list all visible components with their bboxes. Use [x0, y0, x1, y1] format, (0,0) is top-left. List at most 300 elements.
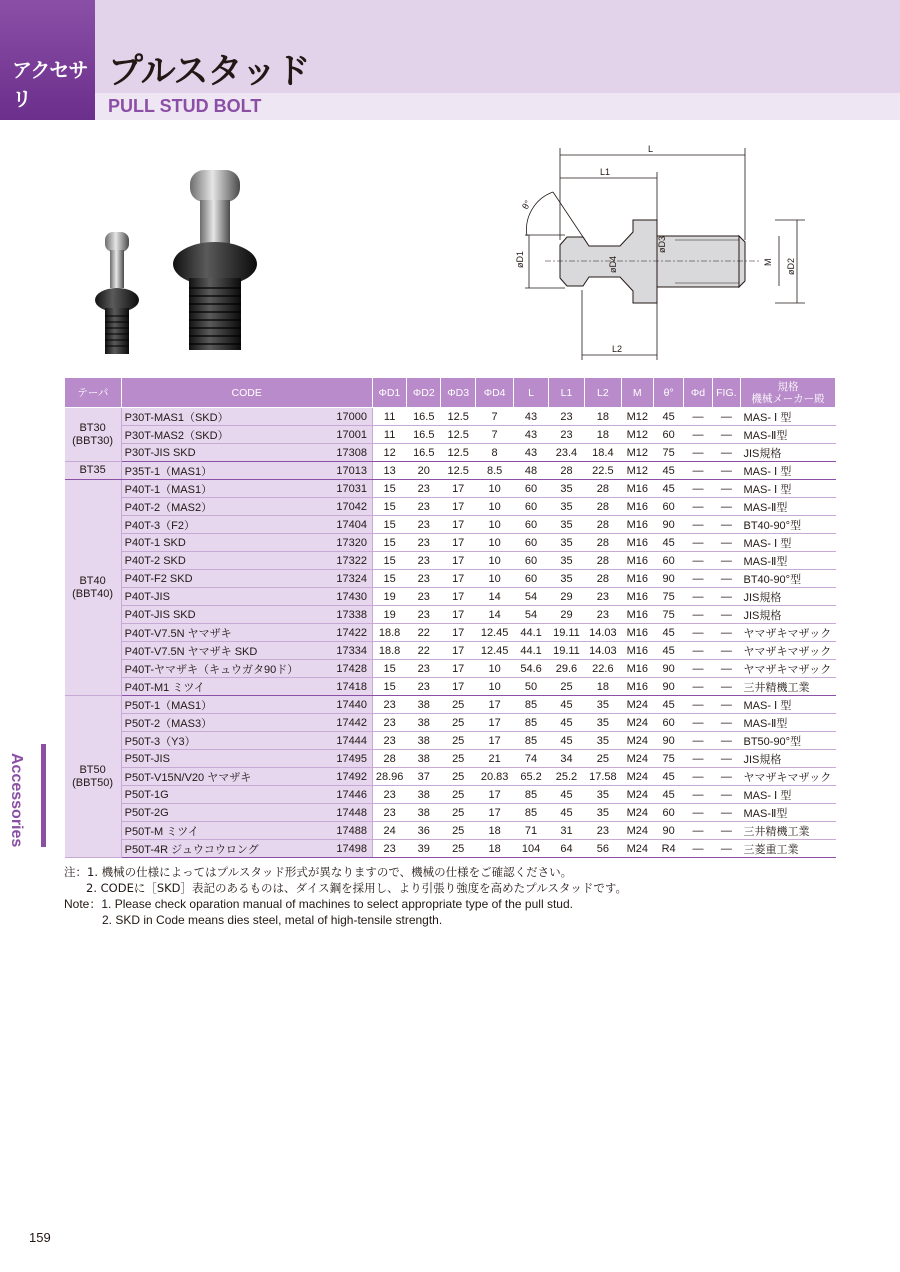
spec-cell: MAS- Ⅰ 型	[740, 786, 835, 804]
spec-cell: 23	[372, 732, 406, 750]
spec-cell: 25	[441, 840, 475, 858]
code-cell: 17324	[332, 570, 372, 588]
spec-cell: M16	[621, 642, 653, 660]
spec-cell: 15	[372, 516, 406, 534]
spec-cell: 60	[653, 426, 683, 444]
table-row	[65, 696, 836, 714]
spec-cell: —	[712, 534, 740, 552]
code-cell: 17322	[332, 552, 372, 570]
spec-cell: 18.8	[372, 642, 406, 660]
spec-cell: 74	[514, 750, 548, 768]
spec-cell: 35	[585, 696, 621, 714]
spec-cell: 25	[441, 822, 475, 840]
side-section-label: Accessories	[8, 753, 25, 848]
spec-cell: JIS規格	[740, 444, 835, 462]
product-name-cell: P50T-2G	[121, 804, 332, 822]
spec-cell: 19	[372, 588, 406, 606]
product-name-cell: P40T-JIS SKD	[121, 606, 332, 624]
dim-L1-label: L1	[600, 167, 611, 177]
spec-cell: 20	[407, 462, 441, 480]
spec-cell: 60	[653, 552, 683, 570]
spec-cell: M24	[621, 768, 653, 786]
spec-cell: 28	[585, 480, 621, 498]
spec-cell: 75	[653, 588, 683, 606]
code-cell: 17000	[332, 408, 372, 426]
code-cell: 17430	[332, 588, 372, 606]
spec-cell: 85	[514, 696, 548, 714]
spec-cell: —	[712, 714, 740, 732]
spec-cell: —	[712, 786, 740, 804]
code-cell: 17338	[332, 606, 372, 624]
table-row	[65, 552, 836, 570]
spec-cell: M16	[621, 516, 653, 534]
spec-cell: 60	[514, 570, 548, 588]
spec-cell: 7	[475, 426, 513, 444]
spec-cell: —	[712, 624, 740, 642]
spec-cell: 36	[407, 822, 441, 840]
spec-cell: BT50-90°型	[740, 732, 835, 750]
spec-cell: —	[712, 606, 740, 624]
spec-cell: 45	[548, 696, 584, 714]
spec-cell: 45	[653, 624, 683, 642]
spec-cell: 15	[372, 570, 406, 588]
spec-cell: 13	[372, 462, 406, 480]
spec-cell: 25	[548, 678, 584, 696]
spec-cell: —	[712, 552, 740, 570]
product-name-cell: P50T-1G	[121, 786, 332, 804]
spec-cell: 15	[372, 480, 406, 498]
spec-cell: 19.11	[548, 624, 584, 642]
code-cell: 17492	[332, 768, 372, 786]
dim-M-label: M	[763, 258, 773, 266]
spec-cell: 31	[548, 822, 584, 840]
note-en-2: 2. SKD in Code means dies steel, metal of high-tensile strength.	[102, 913, 443, 927]
spec-cell: BT40-90°型	[740, 516, 835, 534]
spec-cell: M24	[621, 696, 653, 714]
spec-cell: 28	[372, 750, 406, 768]
header-cell: L2	[585, 378, 621, 408]
spec-cell: 17	[475, 804, 513, 822]
dim-D2-label: øD2	[786, 257, 796, 275]
spec-cell: M16	[621, 660, 653, 678]
product-name-cell: P40T-1 SKD	[121, 534, 332, 552]
spec-cell: —	[712, 462, 740, 480]
spec-cell: 60	[514, 498, 548, 516]
spec-cell: M24	[621, 822, 653, 840]
spec-cell: —	[684, 408, 712, 426]
taper-cell: BT40 (BBT40)	[65, 480, 122, 696]
product-name-cell: P40T-1（MAS1）	[121, 480, 332, 498]
spec-cell: —	[684, 570, 712, 588]
dim-D4-label: øD4	[608, 255, 618, 273]
spec-cell: 85	[514, 732, 548, 750]
header-cell: M	[621, 378, 653, 408]
spec-cell: —	[712, 516, 740, 534]
spec-cell: —	[712, 804, 740, 822]
table-row	[65, 462, 836, 480]
side-accent-bar	[41, 744, 46, 847]
code-cell: 17308	[332, 444, 372, 462]
spec-cell: 23	[585, 588, 621, 606]
spec-cell: 17	[475, 786, 513, 804]
spec-cell: 三井精機工業	[740, 822, 835, 840]
spec-cell: —	[684, 750, 712, 768]
spec-cell: M16	[621, 678, 653, 696]
spec-cell: 18.8	[372, 624, 406, 642]
code-cell: 17495	[332, 750, 372, 768]
spec-cell: 29.6	[548, 660, 584, 678]
spec-cell: 75	[653, 444, 683, 462]
table-row	[65, 588, 836, 606]
spec-cell: 71	[514, 822, 548, 840]
spec-cell: —	[712, 444, 740, 462]
spec-cell: 18.4	[585, 444, 621, 462]
spec-cell: MAS- Ⅰ 型	[740, 408, 835, 426]
spec-cell: 23	[407, 588, 441, 606]
code-cell: 17320	[332, 534, 372, 552]
spec-cell: 17	[441, 516, 475, 534]
spec-cell: 14	[475, 588, 513, 606]
page-subtitle: PULL STUD BOLT	[108, 96, 262, 116]
spec-cell: 45	[653, 534, 683, 552]
spec-cell: 10	[475, 516, 513, 534]
spec-cell: —	[712, 732, 740, 750]
spec-cell: 37	[407, 768, 441, 786]
spec-cell: M24	[621, 786, 653, 804]
spec-cell: —	[684, 804, 712, 822]
spec-cell: 23.4	[548, 444, 584, 462]
spec-cell: M24	[621, 840, 653, 858]
dim-theta-label: θ°	[520, 198, 534, 211]
spec-cell: 28	[585, 534, 621, 552]
spec-cell: 54	[514, 606, 548, 624]
product-name-cell: P40T-M1 ミツイ	[121, 678, 332, 696]
spec-cell: 35	[585, 732, 621, 750]
spec-cell: 25	[441, 786, 475, 804]
table-row	[65, 714, 836, 732]
spec-cell: 38	[407, 750, 441, 768]
spec-cell: 15	[372, 534, 406, 552]
product-name-cell: P50T-M ミツイ	[121, 822, 332, 840]
spec-cell: —	[712, 822, 740, 840]
spec-cell: 10	[475, 678, 513, 696]
dim-D3-label: øD3	[657, 235, 667, 253]
spec-cell: 28	[585, 498, 621, 516]
spec-cell: 23	[585, 822, 621, 840]
spec-cell: —	[712, 408, 740, 426]
spec-cell: 25	[441, 714, 475, 732]
spec-cell: M16	[621, 606, 653, 624]
spec-cell: 90	[653, 660, 683, 678]
spec-cell: 45	[653, 696, 683, 714]
spec-cell: 15	[372, 552, 406, 570]
spec-cell: 38	[407, 696, 441, 714]
spec-cell: 23	[372, 786, 406, 804]
pull-stud-drawing	[505, 140, 815, 365]
spec-cell: 75	[653, 606, 683, 624]
spec-cell: 45	[548, 714, 584, 732]
spec-cell: 45	[548, 786, 584, 804]
spec-cell: 60	[514, 480, 548, 498]
spec-cell: 65.2	[514, 768, 548, 786]
spec-cell: 22	[407, 642, 441, 660]
spec-cell: 14.03	[585, 624, 621, 642]
spec-cell: 25	[585, 750, 621, 768]
code-cell: 17042	[332, 498, 372, 516]
spec-cell: 29	[548, 588, 584, 606]
code-cell: 17404	[332, 516, 372, 534]
spec-cell: 12.5	[441, 462, 475, 480]
spec-cell: 25	[441, 732, 475, 750]
product-name-cell: P40T-ヤマザキ（キュウガタ90ド）	[121, 660, 332, 678]
table-body	[65, 408, 836, 858]
spec-cell: 25	[441, 804, 475, 822]
header-cell: ΦD3	[441, 378, 475, 408]
header-cell: ΦD1	[372, 378, 406, 408]
spec-cell: 12.5	[441, 444, 475, 462]
spec-cell: 17	[441, 534, 475, 552]
spec-cell: MAS- Ⅰ 型	[740, 696, 835, 714]
spec-cell: JIS規格	[740, 750, 835, 768]
spec-cell: MAS-Ⅱ型	[740, 804, 835, 822]
spec-cell: M16	[621, 480, 653, 498]
taper-cell: BT50 (BBT50)	[65, 696, 122, 858]
spec-cell: —	[712, 840, 740, 858]
table-row	[65, 840, 836, 858]
spec-cell: 34	[548, 750, 584, 768]
spec-cell: 12.45	[475, 642, 513, 660]
product-name-cell: P50T-V15N/V20 ヤマザキ	[121, 768, 332, 786]
dim-L-label: L	[648, 144, 654, 154]
table-row	[65, 624, 836, 642]
spec-cell: 15	[372, 498, 406, 516]
spec-cell: 11	[372, 408, 406, 426]
spec-cell: 8	[475, 444, 513, 462]
spec-cell: 75	[653, 750, 683, 768]
spec-cell: 15	[372, 660, 406, 678]
spec-cell: —	[684, 678, 712, 696]
spec-cell: 45	[548, 804, 584, 822]
spec-cell: 85	[514, 714, 548, 732]
code-cell: 17444	[332, 732, 372, 750]
spec-cell: —	[684, 498, 712, 516]
code-cell: 17442	[332, 714, 372, 732]
header-cell: ΦD2	[407, 378, 441, 408]
spec-cell: —	[684, 552, 712, 570]
spec-cell: 23	[407, 570, 441, 588]
spec-cell: —	[712, 642, 740, 660]
spec-cell: 23	[585, 606, 621, 624]
spec-cell: MAS-Ⅱ型	[740, 498, 835, 516]
spec-cell: 60	[653, 714, 683, 732]
product-name-cell: P40T-2 SKD	[121, 552, 332, 570]
spec-cell: 25	[441, 696, 475, 714]
product-name-cell: P50T-4R ジュウコウロング	[121, 840, 332, 858]
spec-cell: BT40-90°型	[740, 570, 835, 588]
spec-cell: —	[684, 426, 712, 444]
spec-cell: 10	[475, 498, 513, 516]
spec-cell: 18	[585, 426, 621, 444]
spec-cell: MAS-Ⅱ型	[740, 714, 835, 732]
header-cell: θ°	[653, 378, 683, 408]
note-jp-1: 注：1. 機械の仕様によってはプルスタッド形式が異なりますので、機械の仕様をご確認ください。	[64, 865, 573, 879]
spec-cell: 54	[514, 588, 548, 606]
category-label: アクセサリ	[12, 58, 88, 111]
spec-cell: 23	[407, 498, 441, 516]
spec-cell: MAS-Ⅱ型	[740, 552, 835, 570]
spec-cell: JIS規格	[740, 588, 835, 606]
table-row	[65, 768, 836, 786]
product-name-cell: P40T-JIS	[121, 588, 332, 606]
spec-cell: —	[684, 444, 712, 462]
header-cell: テーパ	[65, 378, 122, 408]
spec-cell: —	[712, 498, 740, 516]
spec-cell: M12	[621, 426, 653, 444]
spec-cell: 60	[514, 516, 548, 534]
spec-cell: M24	[621, 732, 653, 750]
spec-cell: 23	[407, 516, 441, 534]
spec-cell: 60	[514, 552, 548, 570]
spec-cell: 17	[441, 678, 475, 696]
spec-cell: 35	[548, 498, 584, 516]
code-cell: 17001	[332, 426, 372, 444]
spec-cell: —	[684, 516, 712, 534]
spec-cell: 35	[548, 552, 584, 570]
spec-cell: 35	[548, 570, 584, 588]
spec-cell: 24	[372, 822, 406, 840]
spec-cell: M24	[621, 804, 653, 822]
spec-cell: 11	[372, 426, 406, 444]
table-row	[65, 804, 836, 822]
spec-cell: ヤマザキマザック	[740, 768, 835, 786]
table-header-row	[65, 378, 836, 408]
table-row	[65, 498, 836, 516]
spec-cell: M12	[621, 444, 653, 462]
spec-cell: —	[684, 786, 712, 804]
spec-cell: 17	[475, 714, 513, 732]
spec-cell: M16	[621, 534, 653, 552]
spec-cell: MAS- Ⅰ 型	[740, 534, 835, 552]
spec-cell: 56	[585, 840, 621, 858]
note-en-1: Note：1. Please check oparation manual of machines to select appropriate type of the pull stud.	[64, 897, 573, 911]
spec-cell: 35	[585, 804, 621, 822]
spec-cell: 45	[653, 462, 683, 480]
spec-cell: 17	[475, 696, 513, 714]
header-cell: FIG.	[712, 378, 740, 408]
spec-cell: 85	[514, 804, 548, 822]
spec-cell: 35	[585, 786, 621, 804]
spec-cell: 35	[585, 714, 621, 732]
spec-cell: MAS- Ⅰ 型	[740, 462, 835, 480]
spec-cell: 18	[475, 840, 513, 858]
spec-table	[64, 377, 836, 858]
code-cell: 17498	[332, 840, 372, 858]
spec-cell: 38	[407, 804, 441, 822]
header-cell: Φd	[684, 378, 712, 408]
product-name-cell: P40T-V7.5N ヤマザキ	[121, 624, 332, 642]
spec-cell: MAS- Ⅰ 型	[740, 480, 835, 498]
spec-cell: 28	[585, 516, 621, 534]
spec-cell: 25.2	[548, 768, 584, 786]
spec-cell: 45	[653, 768, 683, 786]
spec-cell: 10	[475, 534, 513, 552]
notes	[64, 864, 627, 928]
table-row	[65, 570, 836, 588]
product-name-cell: P50T-3（Y3）	[121, 732, 332, 750]
spec-cell: —	[684, 714, 712, 732]
spec-cell: M16	[621, 498, 653, 516]
spec-cell: 90	[653, 516, 683, 534]
header-cell: L1	[548, 378, 584, 408]
spec-cell: M24	[621, 714, 653, 732]
spec-cell: 28	[585, 570, 621, 588]
spec-cell: 25	[441, 750, 475, 768]
spec-cell: 19	[372, 606, 406, 624]
product-name-cell: P30T-MAS1（SKD）	[121, 408, 332, 426]
spec-cell: M12	[621, 462, 653, 480]
product-name-cell: P40T-F2 SKD	[121, 570, 332, 588]
spec-cell: 28	[548, 462, 584, 480]
header-cell: L	[514, 378, 548, 408]
spec-cell: 17	[441, 660, 475, 678]
spec-cell: 29	[548, 606, 584, 624]
spec-cell: —	[712, 570, 740, 588]
note-jp-2: 2. CODEに［SKD］表記のあるものは、ダイス鋼を採用し、より引張り強度を高めたプルスタッドです。	[86, 881, 627, 895]
spec-cell: —	[712, 696, 740, 714]
spec-cell: 39	[407, 840, 441, 858]
spec-cell: —	[684, 624, 712, 642]
category-tab	[0, 0, 95, 120]
dim-D1-label: øD1	[515, 250, 525, 268]
table-row	[65, 444, 836, 462]
spec-cell: 44.1	[514, 624, 548, 642]
spec-cell: 23	[407, 534, 441, 552]
page-title: プルスタッド	[108, 52, 310, 92]
table-row	[65, 534, 836, 552]
spec-cell: 17	[441, 588, 475, 606]
spec-cell: 28	[585, 552, 621, 570]
spec-cell: —	[712, 426, 740, 444]
spec-cell: 90	[653, 822, 683, 840]
spec-cell: 12.5	[441, 426, 475, 444]
spec-cell: —	[684, 534, 712, 552]
product-name-cell: P40T-3（F2）	[121, 516, 332, 534]
page-number: 159	[29, 1230, 51, 1245]
spec-cell: ヤマザキマザック	[740, 660, 835, 678]
code-cell: 17334	[332, 642, 372, 660]
spec-cell: 60	[514, 534, 548, 552]
spec-cell: 14.03	[585, 642, 621, 660]
spec-cell: M16	[621, 624, 653, 642]
spec-cell: 17	[441, 624, 475, 642]
spec-cell: —	[712, 768, 740, 786]
product-name-cell: P30T-JIS SKD	[121, 444, 332, 462]
table-row	[65, 732, 836, 750]
spec-cell: 10	[475, 570, 513, 588]
spec-cell: MAS-Ⅱ型	[740, 426, 835, 444]
spec-cell: —	[712, 750, 740, 768]
product-name-cell: P50T-1（MAS1）	[121, 696, 332, 714]
spec-cell: 17	[441, 606, 475, 624]
spec-cell: 85	[514, 786, 548, 804]
spec-cell: 16.5	[407, 408, 441, 426]
spec-cell: 10	[475, 660, 513, 678]
spec-cell: —	[712, 480, 740, 498]
spec-cell: 17	[441, 480, 475, 498]
spec-cell: 23	[548, 408, 584, 426]
table-row	[65, 786, 836, 804]
spec-cell: 17	[475, 732, 513, 750]
